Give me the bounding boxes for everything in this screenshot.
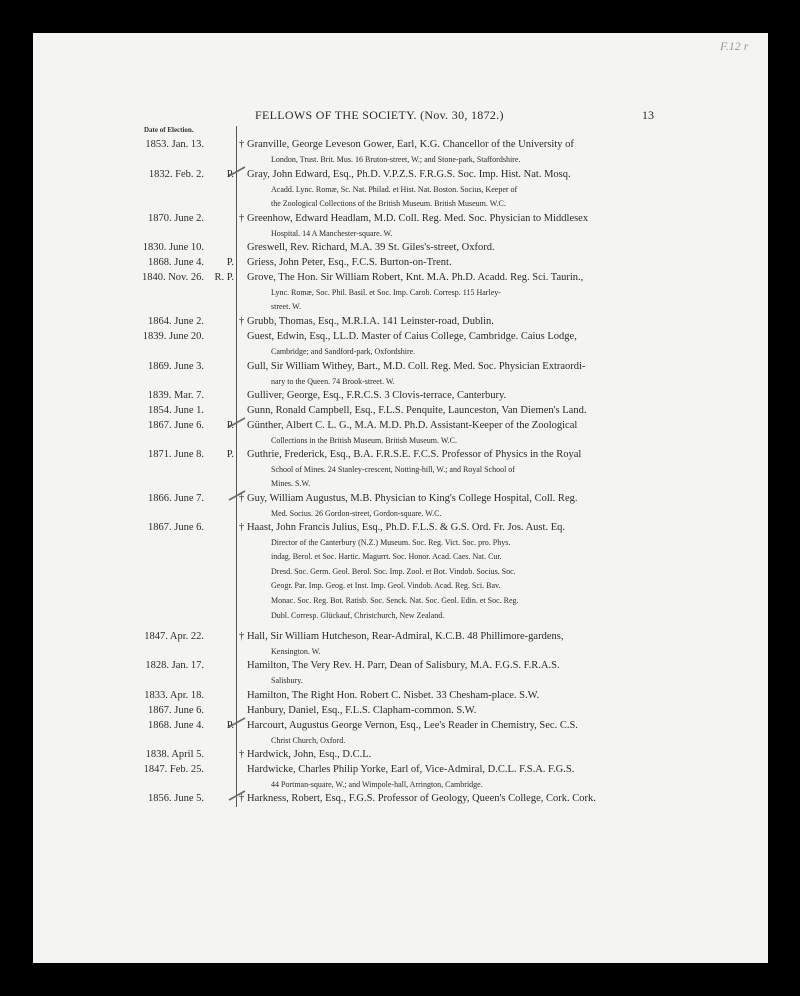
election-date: 1839. Mar. 7. — [147, 390, 204, 401]
election-date: 1869. June 3. — [148, 361, 204, 372]
detail-line: Hardwick, John, Esq., D.C.L. — [247, 749, 372, 760]
election-date: 1838. April 5. — [145, 749, 204, 760]
fellow-details — [247, 360, 655, 389]
detail-line: Greenhow, Edward Headlam, M.D. Coll. Reg. Med. Soc. Physician to Middlesex — [247, 213, 589, 224]
fellow-details — [247, 763, 655, 792]
detail-line: Med. Socius. 26 Gordon-street, Gordon-square. W.C. — [271, 508, 442, 518]
fellow-details — [247, 212, 655, 241]
election-date: 1828. Jan. 17. — [145, 660, 204, 671]
pencil-tick-icon — [227, 489, 247, 503]
date-column-heading: Date of Election. — [144, 126, 194, 134]
detail-line: Harkness, Robert, Esq., F.G.S. Professor of Geology, Queen's College, Cork. Cork. — [247, 793, 596, 804]
society-mark: P. — [226, 449, 234, 460]
detail-line: Salisbury. — [271, 675, 303, 685]
fellow-details — [247, 241, 655, 256]
detail-line: Günther, Albert C. L. G., M.A. M.D. Ph.D. Assistant-Keeper of the Zoological — [247, 420, 578, 431]
election-date: 1864. June 2. — [148, 316, 204, 327]
pencil-tick-icon — [227, 716, 247, 730]
election-date: 1856. June 5. — [148, 793, 204, 804]
election-date: 1871. June 8. — [148, 449, 204, 460]
detail-line: Grubb, Thomas, Esq., M.R.I.A. 141 Leinster-road, Dublin. — [247, 316, 494, 327]
detail-line: Lync. Romæ, Soc. Phil. Basil. et Soc. Imp. Carob. Corresp. 115 Harley- — [271, 287, 501, 297]
election-date: 1847. Apr. 22. — [144, 631, 204, 642]
column-rule — [236, 126, 237, 807]
pencil-tick-icon — [227, 789, 247, 803]
society-mark: R. P. — [214, 272, 234, 283]
detail-line: Kensington. W. — [271, 646, 321, 656]
running-header: FELLOWS OF THE SOCIETY. (Nov. 30, 1872.) — [255, 108, 504, 122]
election-date: 1847. Feb. 25. — [143, 764, 204, 775]
detail-line: London, Trust. Brit. Mus. 16 Bruton-street, W.; and Stone-park, Staffordshire. — [271, 154, 521, 164]
detail-line: Guy, William Augustus, M.B. Physician to King's College Hospital, Coll. Reg. — [247, 493, 578, 504]
fellow-details — [247, 256, 655, 271]
election-date: 1832. Feb. 2. — [148, 169, 204, 180]
fellow-details — [247, 419, 655, 448]
fellow-details — [247, 659, 655, 688]
detail-line: Hamilton, The Very Rev. H. Parr, Dean of Salisbury, M.A. F.G.S. F.R.A.S. — [247, 660, 560, 671]
fellow-details — [247, 404, 655, 419]
detail-line: Gunn, Ronald Campbell, Esq., F.L.S. Penquite, Launceston, Van Diemen's Land. — [247, 405, 587, 416]
dagger-mark: † — [239, 139, 245, 150]
election-date: 1839. June 20. — [142, 331, 204, 342]
dagger-mark: † — [239, 493, 245, 504]
society-mark: P. — [226, 257, 234, 268]
pencil-tick-icon — [227, 416, 247, 430]
detail-line: Harcourt, Augustus George Vernon, Esq., Lee's Reader in Chemistry, Sec. C.S. — [247, 720, 578, 731]
society-mark: P. — [226, 169, 234, 180]
detail-line: Mines. S.W. — [271, 479, 311, 489]
detail-line: Gull, Sir William Withey, Bart., M.D. Coll. Reg. Med. Soc. Physician Extraordi- — [247, 361, 586, 372]
detail-line: street. W. — [271, 302, 301, 312]
election-date: 1830. June 10. — [142, 242, 204, 253]
detail-line: Grove, The Hon. Sir William Robert, Knt. M.A. Ph.D. Acadd. Reg. Sci. Taurin., — [247, 272, 584, 283]
detail-line: Greswell, Rev. Richard, M.A. 39 St. Giles's-street, Oxford. — [247, 242, 495, 253]
fellow-details — [247, 630, 655, 659]
election-date: 1870. June 2. — [148, 213, 204, 224]
dagger-mark: † — [239, 631, 245, 642]
detail-line: 44 Portman-square, W.; and Wimpole-hall, Arrington, Cambridge. — [271, 779, 483, 789]
detail-line: Hanbury, Daniel, Esq., F.L.S. Clapham-common. S.W. — [247, 705, 477, 716]
detail-line: Collections in the British Museum. British Museum. W.C. — [271, 435, 458, 445]
fellow-details — [247, 689, 655, 704]
fellow-details — [247, 448, 655, 492]
detail-line: indag. Berol. et Soc. Hartic. Magurrt. Soc. Honor. Acad. Caes. Nat. Cur. — [271, 552, 502, 562]
fellow-details — [247, 330, 655, 359]
detail-line: Cambridge; and Sandford-park, Oxfordshire. — [271, 346, 416, 356]
election-date: 1867. June 6. — [148, 420, 204, 431]
detail-line: Guest, Edwin, Esq., LL.D. Master of Caius College, Cambridge. Caius Lodge, — [247, 331, 577, 342]
fellow-details — [247, 719, 655, 748]
detail-line: Haast, John Francis Julius, Esq., Ph.D. F.L.S. & G.S. Ord. Fr. Jos. Aust. Eq. — [247, 522, 565, 533]
fellow-details — [247, 389, 655, 404]
election-date: 1853. Jan. 13. — [145, 139, 204, 150]
dagger-mark: † — [239, 793, 245, 804]
detail-line: nary to the Queen. 74 Brook-street. W. — [271, 376, 395, 386]
fellow-details — [247, 521, 655, 623]
fellow-details — [247, 792, 655, 807]
detail-line: Hamilton, The Right Hon. Robert C. Nisbet. 33 Chesham-place. S.W. — [247, 690, 540, 701]
fellow-details — [247, 168, 655, 212]
dagger-mark: † — [239, 749, 245, 760]
dagger-mark: † — [239, 522, 245, 533]
detail-line: Hardwicke, Charles Philip Yorke, Earl of, Vice-Admiral, D.C.L. F.S.A. F.G.S. — [247, 764, 575, 775]
detail-line: the Zoological Collections of the British Museum. British Museum. W.C. — [271, 199, 506, 209]
detail-line: Director of the Canterbury (N.Z.) Museum. Soc. Reg. Vict. Soc. pro. Phys. — [271, 537, 511, 547]
page-number: 13 — [642, 108, 654, 122]
detail-line: Geogr. Par. Imp. Geog. et Inst. Imp. Geol. Vindob. Acad. Reg. Sci. Bav. — [271, 581, 501, 591]
detail-line: Gray, John Edward, Esq., Ph.D. V.P.Z.S. F.R.G.S. Soc. Imp. Hist. Nat. Mosq. — [247, 169, 571, 180]
detail-line: Monac. Soc. Reg. Bot. Ratisb. Soc. Senck. Nat. Soc. Geol. Edin. et Soc. Reg. — [271, 595, 519, 605]
detail-line: Hospital. 14 A Manchester-square. W. — [271, 228, 393, 238]
detail-line: Guthrie, Frederick, Esq., B.A. F.R.S.E. F.C.S. Professor of Physics in the Royal — [247, 449, 582, 460]
fellow-details — [247, 492, 655, 521]
election-date: 1866. June 7. — [148, 493, 204, 504]
dagger-mark: † — [239, 213, 245, 224]
detail-line: Christ Church, Oxford. — [271, 735, 346, 745]
election-date: 1868. June 4. — [148, 720, 204, 731]
detail-line: Dresd. Soc. Germ. Geol. Berol. Soc. Imp. Zool. et Bot. Vindob. Socius. Soc. — [271, 566, 516, 576]
society-mark: P. — [226, 420, 234, 431]
election-date: 1867. June 6. — [148, 522, 204, 533]
dagger-mark: † — [239, 316, 245, 327]
detail-line: Gulliver, George, Esq., F.R.C.S. 3 Clovis-terrace, Canterbury. — [247, 390, 507, 401]
election-date: 1833. Apr. 18. — [144, 690, 204, 701]
election-date: 1854. June 1. — [148, 405, 204, 416]
election-date: 1868. June 4. — [148, 257, 204, 268]
detail-line: Hall, Sir William Hutcheson, Rear-Admiral, K.C.B. 48 Phillimore-gardens, — [247, 631, 564, 642]
fellow-details — [247, 315, 655, 330]
detail-line: Granville, George Leveson Gower, Earl, K.G. Chancellor of the University of — [247, 139, 574, 150]
election-date: 1867. June 6. — [148, 705, 204, 716]
fellow-details — [247, 271, 655, 315]
detail-line: Acadd. Lync. Romæ, Sc. Nat. Philad. et Hist. Nat. Boston. Socius, Keeper of — [271, 184, 518, 194]
detail-line: School of Mines. 24 Stanley-crescent, Notting-hill, W.; and Royal School of — [271, 464, 515, 474]
fellow-details — [247, 704, 655, 719]
pencil-folio-note: F.12 r — [720, 39, 749, 53]
detail-line: Griess, John Peter, Esq., F.C.S. Burton-on-Trent. — [247, 257, 452, 268]
election-date: 1840. Nov. 26. — [141, 272, 204, 283]
pencil-tick-icon — [227, 165, 247, 179]
society-mark: P. — [226, 720, 234, 731]
fellow-details — [247, 138, 655, 167]
detail-line: Dubl. Corresp. Glückauf, Christchurch, New Zealand. — [271, 610, 445, 620]
fellow-details — [247, 748, 655, 763]
